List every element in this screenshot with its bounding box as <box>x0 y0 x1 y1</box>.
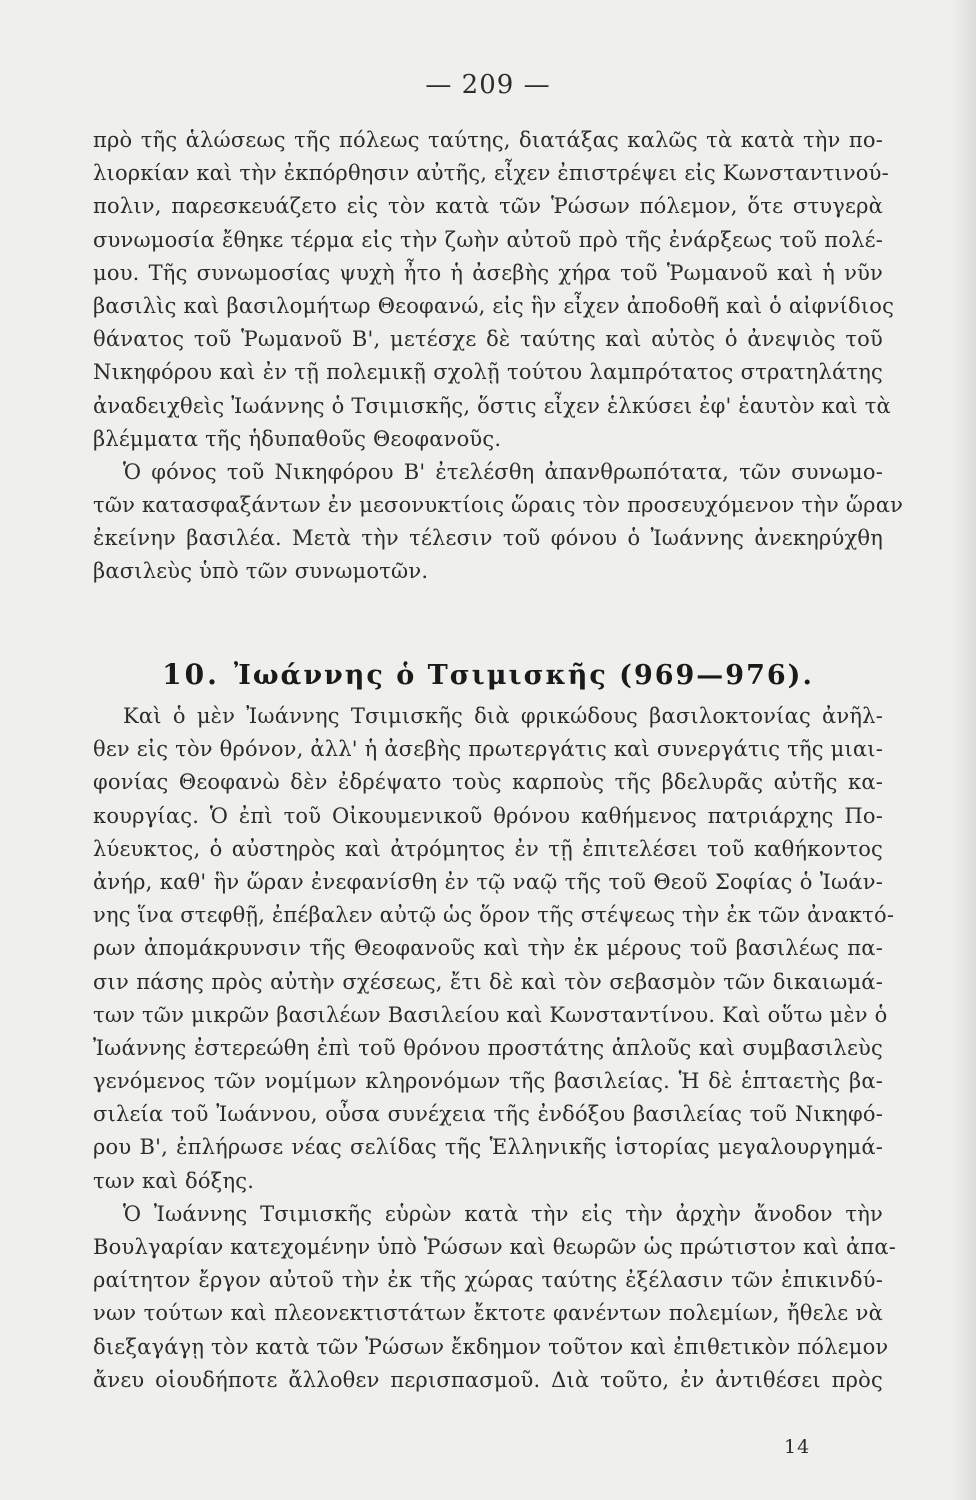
section-number: 10. <box>162 658 220 691</box>
signature-mark: 14 <box>784 1436 811 1458</box>
text-line: ἀναδειχθεὶς Ἰωάννης ὁ Τσιμισκῆς, ὅστις εἶχεν ἑλκύσει ἐφ' ἑαυτὸν καὶ τὰ <box>93 393 891 418</box>
text-line: των τῶν μικρῶν βασιλέων Βασιλείου καὶ Κωνσταντίνου. Καὶ οὕτω μὲν ὁ <box>93 1002 888 1027</box>
text-line: σιλεία τοῦ Ἰωάννου, οὖσα συνέχεια τῆς ἐνδόξου βασιλείας τοῦ Νικηφό- <box>93 1102 883 1127</box>
text-line: των καὶ δόξης. <box>93 1168 255 1193</box>
text-line: συνωμοσία ἔθηκε τέρμα εἰς τὴν ζωὴν αὐτοῦ πρὸ τῆς ἐνάρξεως τοῦ πολέ- <box>93 227 883 252</box>
text-line: βασιλὶς καὶ βασιλομήτωρ Θεοφανώ, εἰς ἣν εἶχεν ἀποδοθῆ καὶ ὁ αἰφνίδιος <box>93 293 895 318</box>
page-number: — 209 — <box>425 70 551 100</box>
text-line: Καὶ ὁ μὲν Ἰωάννης Τσιμισκῆς διὰ φρικώδους βασιλοκτονίας ἀνῆλ- <box>123 704 883 728</box>
text-line: γενόμενος τῶν νομίμων κληρονόμων τῆς βασιλείας. Ἡ δὲ ἑπταετὴς βα- <box>93 1069 883 1094</box>
text-line: πολιν, παρεσκευάζετο εἰς τὸν κατὰ τῶν Ῥώσων πόλεμον, ὅτε στυγερὰ <box>93 194 883 219</box>
text-line: νης ἵνα στεφθῇ, ἐπέβαλεν αὐτῷ ὡς ὅρον τῆς στέψεως τὴν ἐκ τῶν ἀνακτό- <box>93 903 895 928</box>
section-heading <box>0 658 976 691</box>
text-line: κουργίας. Ὁ ἐπὶ τοῦ Οἰκουμενικοῦ θρόνου καθήμενος πατριάρχης Πο- <box>93 803 883 828</box>
text-line: ρων ἀπομάκρυνσιν τῆς Θεοφανοῦς καὶ τὴν ἐκ μέρους τοῦ βασιλέως πα- <box>93 936 883 961</box>
text-line: ραίτητον ἔργον αὐτοῦ τὴν ἐκ τῆς χώρας ταύτης ἐξέλασιν τῶν ἐπικινδύ- <box>93 1268 883 1293</box>
text-line: Ὁ Ἰωάννης Τσιμισκῆς εὑρὼν κατὰ τὴν εἰς τὴν ἀρχὴν ἄνοδον τὴν <box>123 1201 883 1226</box>
text-line: θάνατος τοῦ Ῥωμανοῦ Β', μετέσχε δὲ ταύτης καὶ αὐτὸς ὁ ἀνεψιὸς τοῦ <box>93 327 883 352</box>
text-line: ἐκείνην βασιλέα. Μετὰ τὴν τέλεσιν τοῦ φόνου ὁ Ἰωάννης ἀνεκηρύχθη <box>93 526 883 551</box>
text-line: Ἰωάννης ἐστερεώθη ἐπὶ τοῦ θρόνου προστάτης ἁπλοῦς καὶ συμβασιλεὺς <box>93 1035 883 1060</box>
text-line: μου. Τῆς συνωμοσίας ψυχὴ ἦτο ἡ ἀσεβὴς χήρα τοῦ Ῥωμανοῦ καὶ ἡ νῦν <box>93 260 883 285</box>
text-line: Νικηφόρου καὶ ἐν τῇ πολεμικῇ σχολῇ τούτου λαμπρότατος στρατηλάτης <box>93 360 883 385</box>
text-block-top <box>93 124 904 589</box>
text-line: Ὁ φόνος τοῦ Νικηφόρου Β' ἐτελέσθη ἀπανθρωπότατα, τῶν συνωμο- <box>123 459 883 484</box>
text-line: σιν πάσης πρὸς αὐτὴν σχέσεως, ἔτι δὲ καὶ τὸν σεβασμὸν τῶν δικαιωμά- <box>93 969 883 994</box>
text-line: φονίας Θεοφανὼ δὲν ἐδρέψατο τοὺς καρποὺς τῆς βδελυρᾶς αὐτῆς κα- <box>93 770 883 795</box>
text-line: νων τούτων καὶ πλεονεκτιστάτων ἔκτοτε φανέντων πολεμίων, ἤθελε νὰ <box>93 1301 883 1326</box>
text-line: τῶν κατασφαξάντων ἐν μεσονυκτίοις ὥραις τὸν προσευχόμενον τὴν ὥραν <box>93 493 904 518</box>
text-line: λιορκίαν καὶ τὴν ἐκπόρθησιν αὐτῆς, εἶχεν ἐπιστρέψει εἰς Κωνσταντινού- <box>93 161 889 186</box>
section-title: Ἰωάννης ὁ Τσιμισκῆς (969—976). <box>233 660 814 691</box>
text-line: ἄνευ οἱουδήποτε ἄλλοθεν περισπασμοῦ. Διὰ τοῦτο, ἐν ἀντιθέσει πρὸς <box>93 1367 883 1392</box>
page-edge-shadow <box>952 0 976 1500</box>
text-line: διεξαγάγῃ τὸν κατὰ τῶν Ῥώσων ἔκδημον τοῦτον καὶ ἐπιθετικὸν πόλεμον <box>93 1334 889 1359</box>
text-line: ρου Β', ἐπλήρωσε νέας σελίδας τῆς Ἑλληνικῆς ἱστορίας μεγαλουργημά- <box>93 1135 883 1160</box>
text-line: θεν εἰς τὸν θρόνον, ἀλλ' ἡ ἀσεβὴς πρωτεργάτις καὶ συνεργάτις τῆς μιαι- <box>93 737 883 762</box>
text-block-bottom <box>93 700 897 1397</box>
text-line: βλέμματα τῆς ἡδυπαθοῦς Θεοφανοῦς. <box>93 426 502 451</box>
text-line: λύευκτος, ὁ αὐστηρὸς καὶ ἀτρόμητος ἐν τῇ ἐπιτελέσει τοῦ καθήκοντος <box>93 836 883 861</box>
text-line: ἀνήρ, καθ' ἣν ὥραν ἐνεφανίσθη ἐν τῷ ναῷ τῆς τοῦ Θεοῦ Σοφίας ὁ Ἰωάν- <box>93 869 883 894</box>
text-line: πρὸ τῆς ἁλώσεως τῆς πόλεως ταύτης, διατάξας καλῶς τὰ κατὰ τὴν πο- <box>93 128 883 152</box>
text-line: Βουλγαρίαν κατεχομένην ὑπὸ Ῥώσων καὶ θεωρῶν ὡς πρώτιστον καὶ ἀπα- <box>93 1235 897 1259</box>
text-line: βασιλεὺς ὑπὸ τῶν συνωμοτῶν. <box>93 559 429 584</box>
